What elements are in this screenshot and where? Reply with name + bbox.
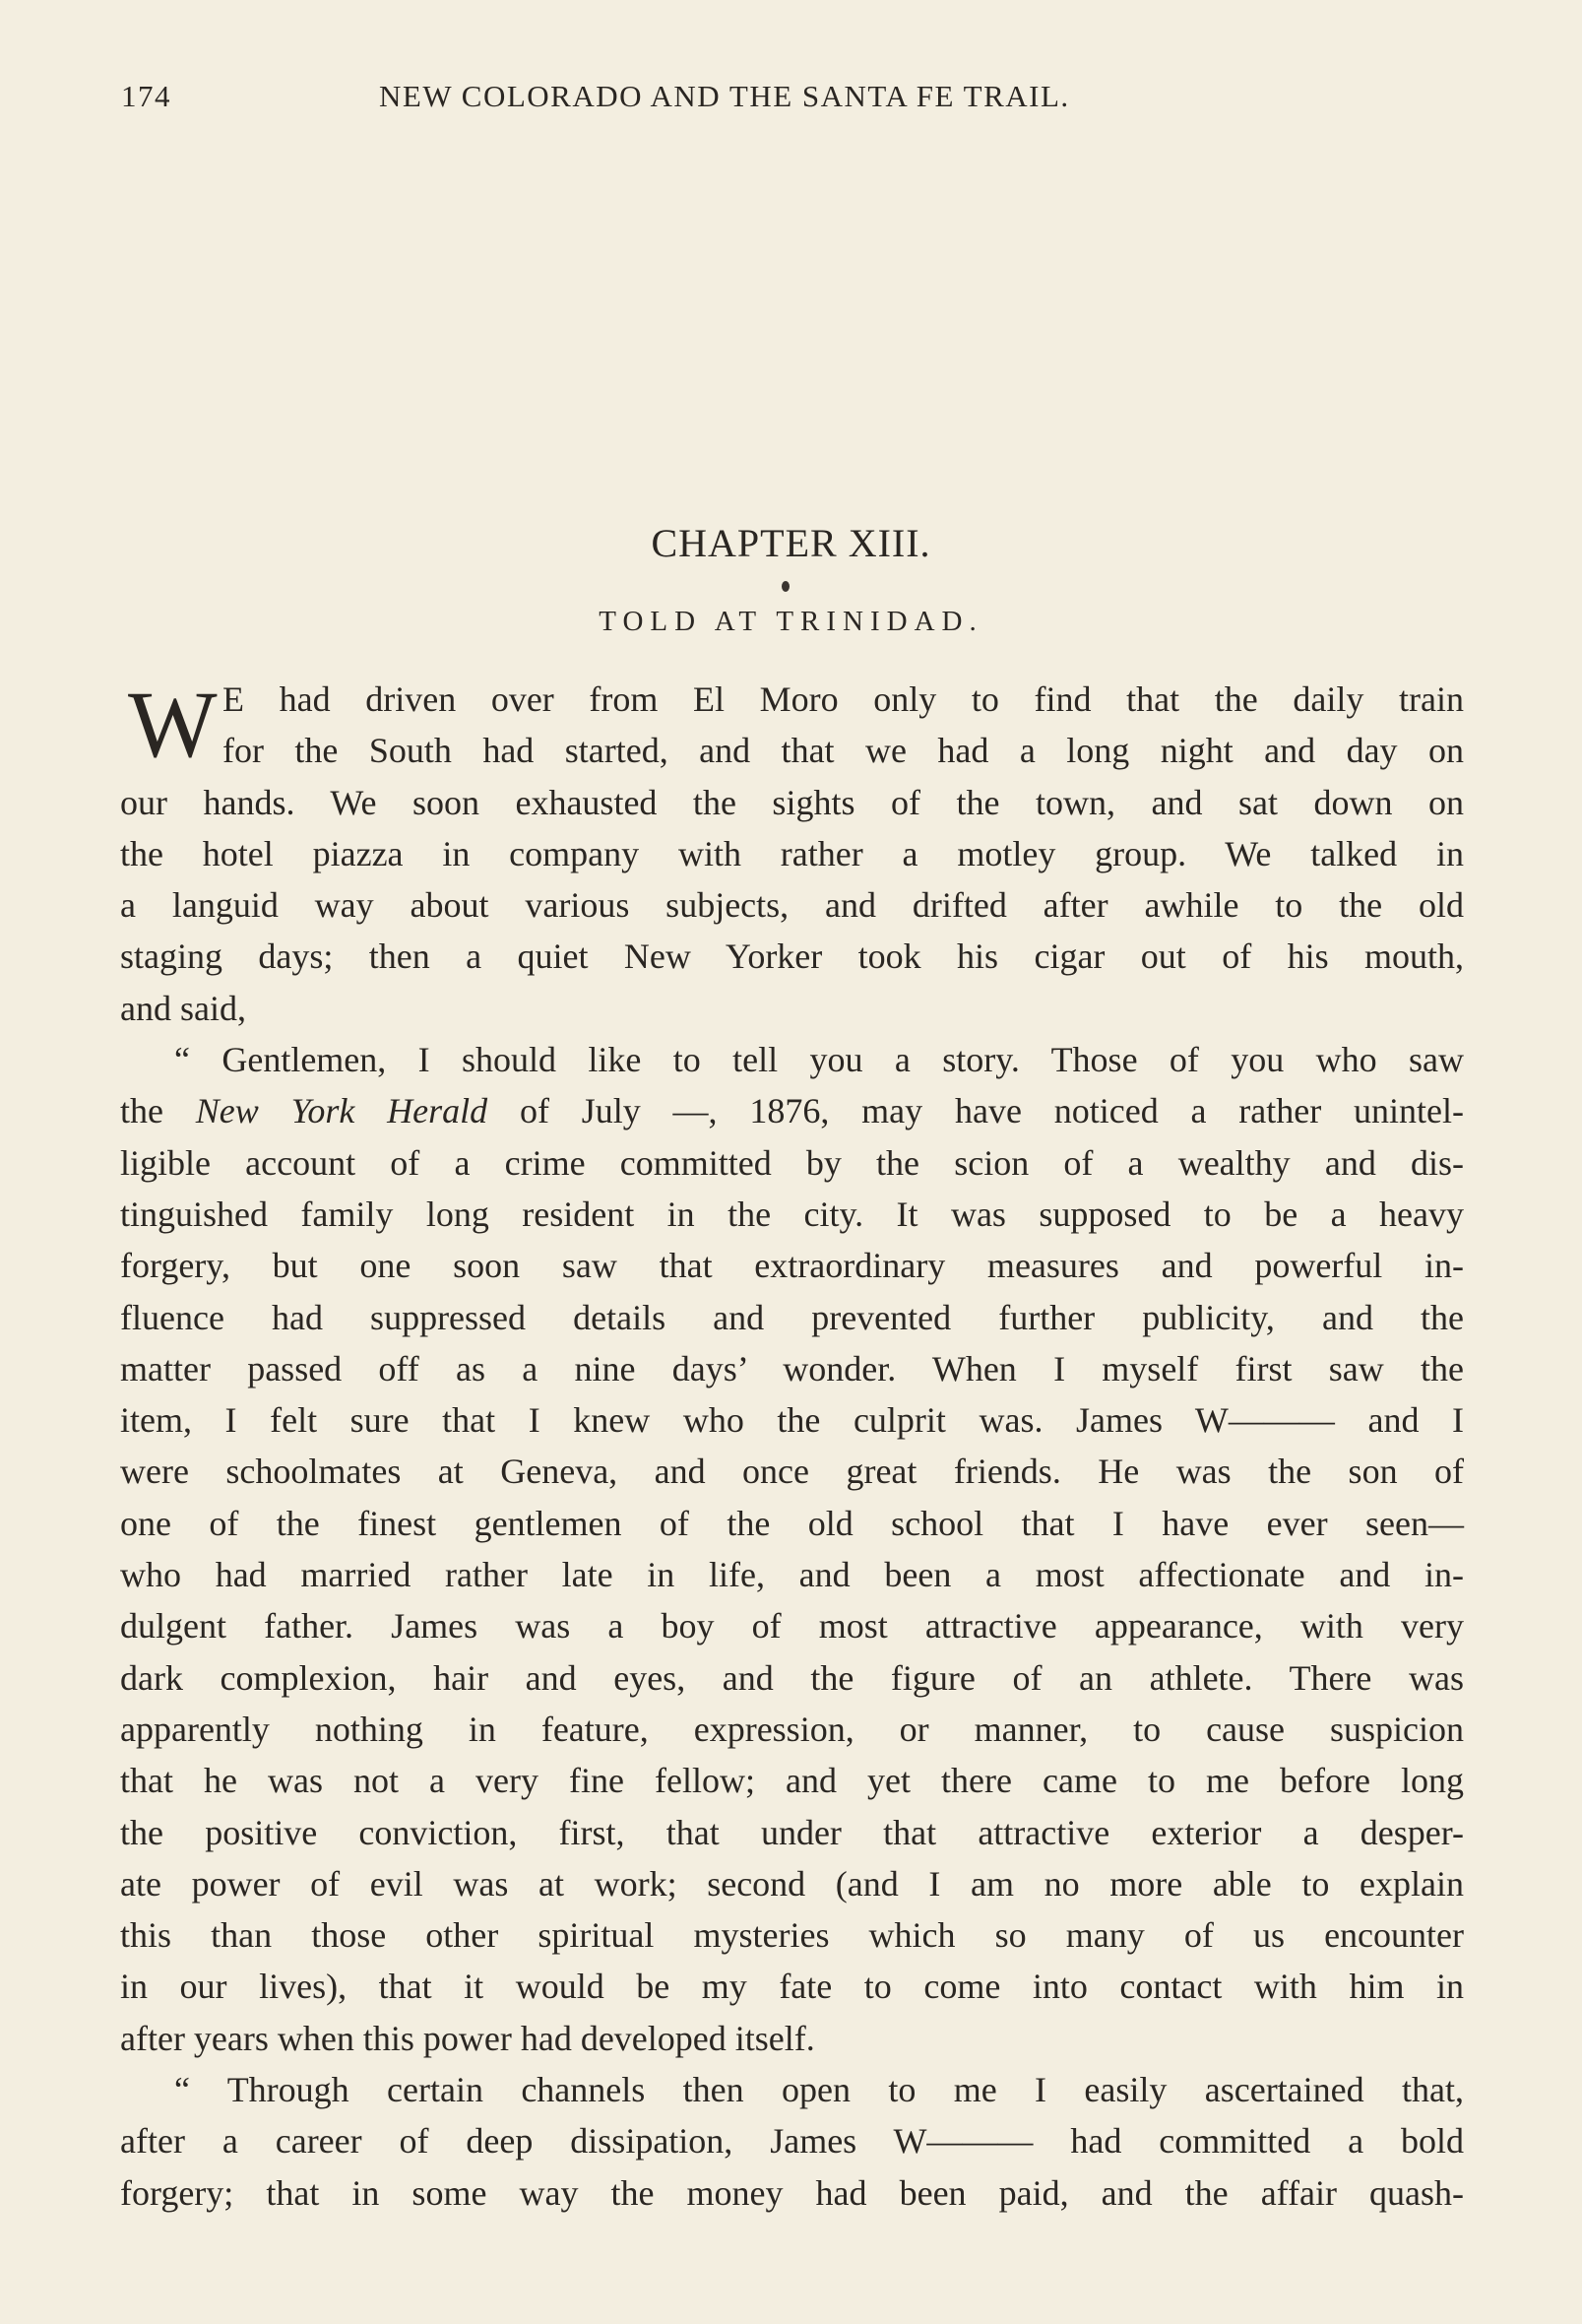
body-text — [120, 674, 1464, 2219]
text-line: apparently nothing in feature, expression, or manner, to cause suspicion — [120, 1709, 1464, 1749]
newspaper-title: New York Herald — [195, 1091, 488, 1131]
text-fragment: of July —, 1876, may have noticed a rather unintel- — [519, 1091, 1465, 1131]
text-line: and said, — [120, 988, 246, 1028]
text-line: that he was not a very fine fellow; and yet there came to me before long — [120, 1761, 1464, 1801]
text-line: our hands. We soon exhausted the sights of the town, and sat down on — [120, 782, 1464, 822]
text-line: ligible account of a crime committed by the scion of a wealthy and dis- — [120, 1142, 1464, 1183]
ornament-dot — [782, 581, 790, 592]
text-line: for the South had started, and that we had a long night and day on — [222, 731, 1464, 771]
text-line: matter passed off as a nine days’ wonder. When I myself first saw the — [120, 1348, 1464, 1388]
text-line: ate power of evil was at work; second (and I am no more able to explain — [120, 1863, 1464, 1904]
drop-cap: W — [128, 672, 218, 777]
text-line: this than those other spiritual mysteries which so many of us encounter — [120, 1915, 1464, 1956]
text-line: forgery, but one soon saw that extraordinary measures and powerful in- — [120, 1246, 1464, 1286]
text-line: who had married rather late in life, and been a most affectionate and in- — [120, 1555, 1464, 1595]
text-line: after a career of deep dissipation, James W——— had committed a bold — [120, 2121, 1464, 2162]
text-line: the hotel piazza in company with rather a motley group. We talked in — [120, 833, 1464, 873]
text-line: item, I felt sure that I knew who the culprit was. James W——— and I — [120, 1400, 1464, 1441]
text-line: staging days; then a quiet New Yorker took his cigar out of his mouth, — [120, 936, 1464, 977]
running-head — [121, 79, 1460, 118]
chapter-subtitle: TOLD AT TRINIDAD. — [599, 606, 983, 637]
text-line: in our lives), that it would be my fate to come into contact with him in — [120, 1967, 1464, 2007]
text-line: a languid way about various subjects, and drifted after awhile to the old — [120, 885, 1464, 926]
text-line: “ Through certain channels then open to me I easily ascertained that, — [174, 2070, 1464, 2110]
running-head-title: NEW COLORADO AND THE SANTA FE TRAIL. — [379, 79, 1070, 113]
text-fragment: the — [120, 1091, 163, 1131]
text-line: were schoolmates at Geneva, and once great friends. He was the son of — [120, 1452, 1464, 1492]
text-line: “ Gentlemen, I should like to tell you a story. Those of you who saw — [174, 1040, 1464, 1080]
text-line: one of the finest gentlemen of the old school that I have ever seen— — [120, 1503, 1464, 1543]
text-line: the positive conviction, first, that under that attractive exterior a desper- — [120, 1812, 1464, 1852]
text-line: E had driven over from El Moro only to find that the daily train — [222, 679, 1464, 719]
text-line — [120, 1085, 1464, 1136]
text-line: tinguished family long resident in the city. It was supposed to be a heavy — [120, 1194, 1464, 1234]
text-line: after years when this power had developed itself. — [120, 2018, 815, 2058]
text-line: dark complexion, hair and eyes, and the figure of an athlete. There was — [120, 1657, 1464, 1698]
text-line: fluence had suppressed details and prevented further publicity, and the — [120, 1297, 1464, 1337]
text-line: dulgent father. James was a boy of most attractive appearance, with very — [120, 1606, 1464, 1646]
page-number: 174 — [121, 79, 171, 113]
text-line: forgery; that in some way the money had been paid, and the affair quash- — [120, 2172, 1464, 2213]
chapter-heading: CHAPTER XIII. — [651, 521, 931, 565]
